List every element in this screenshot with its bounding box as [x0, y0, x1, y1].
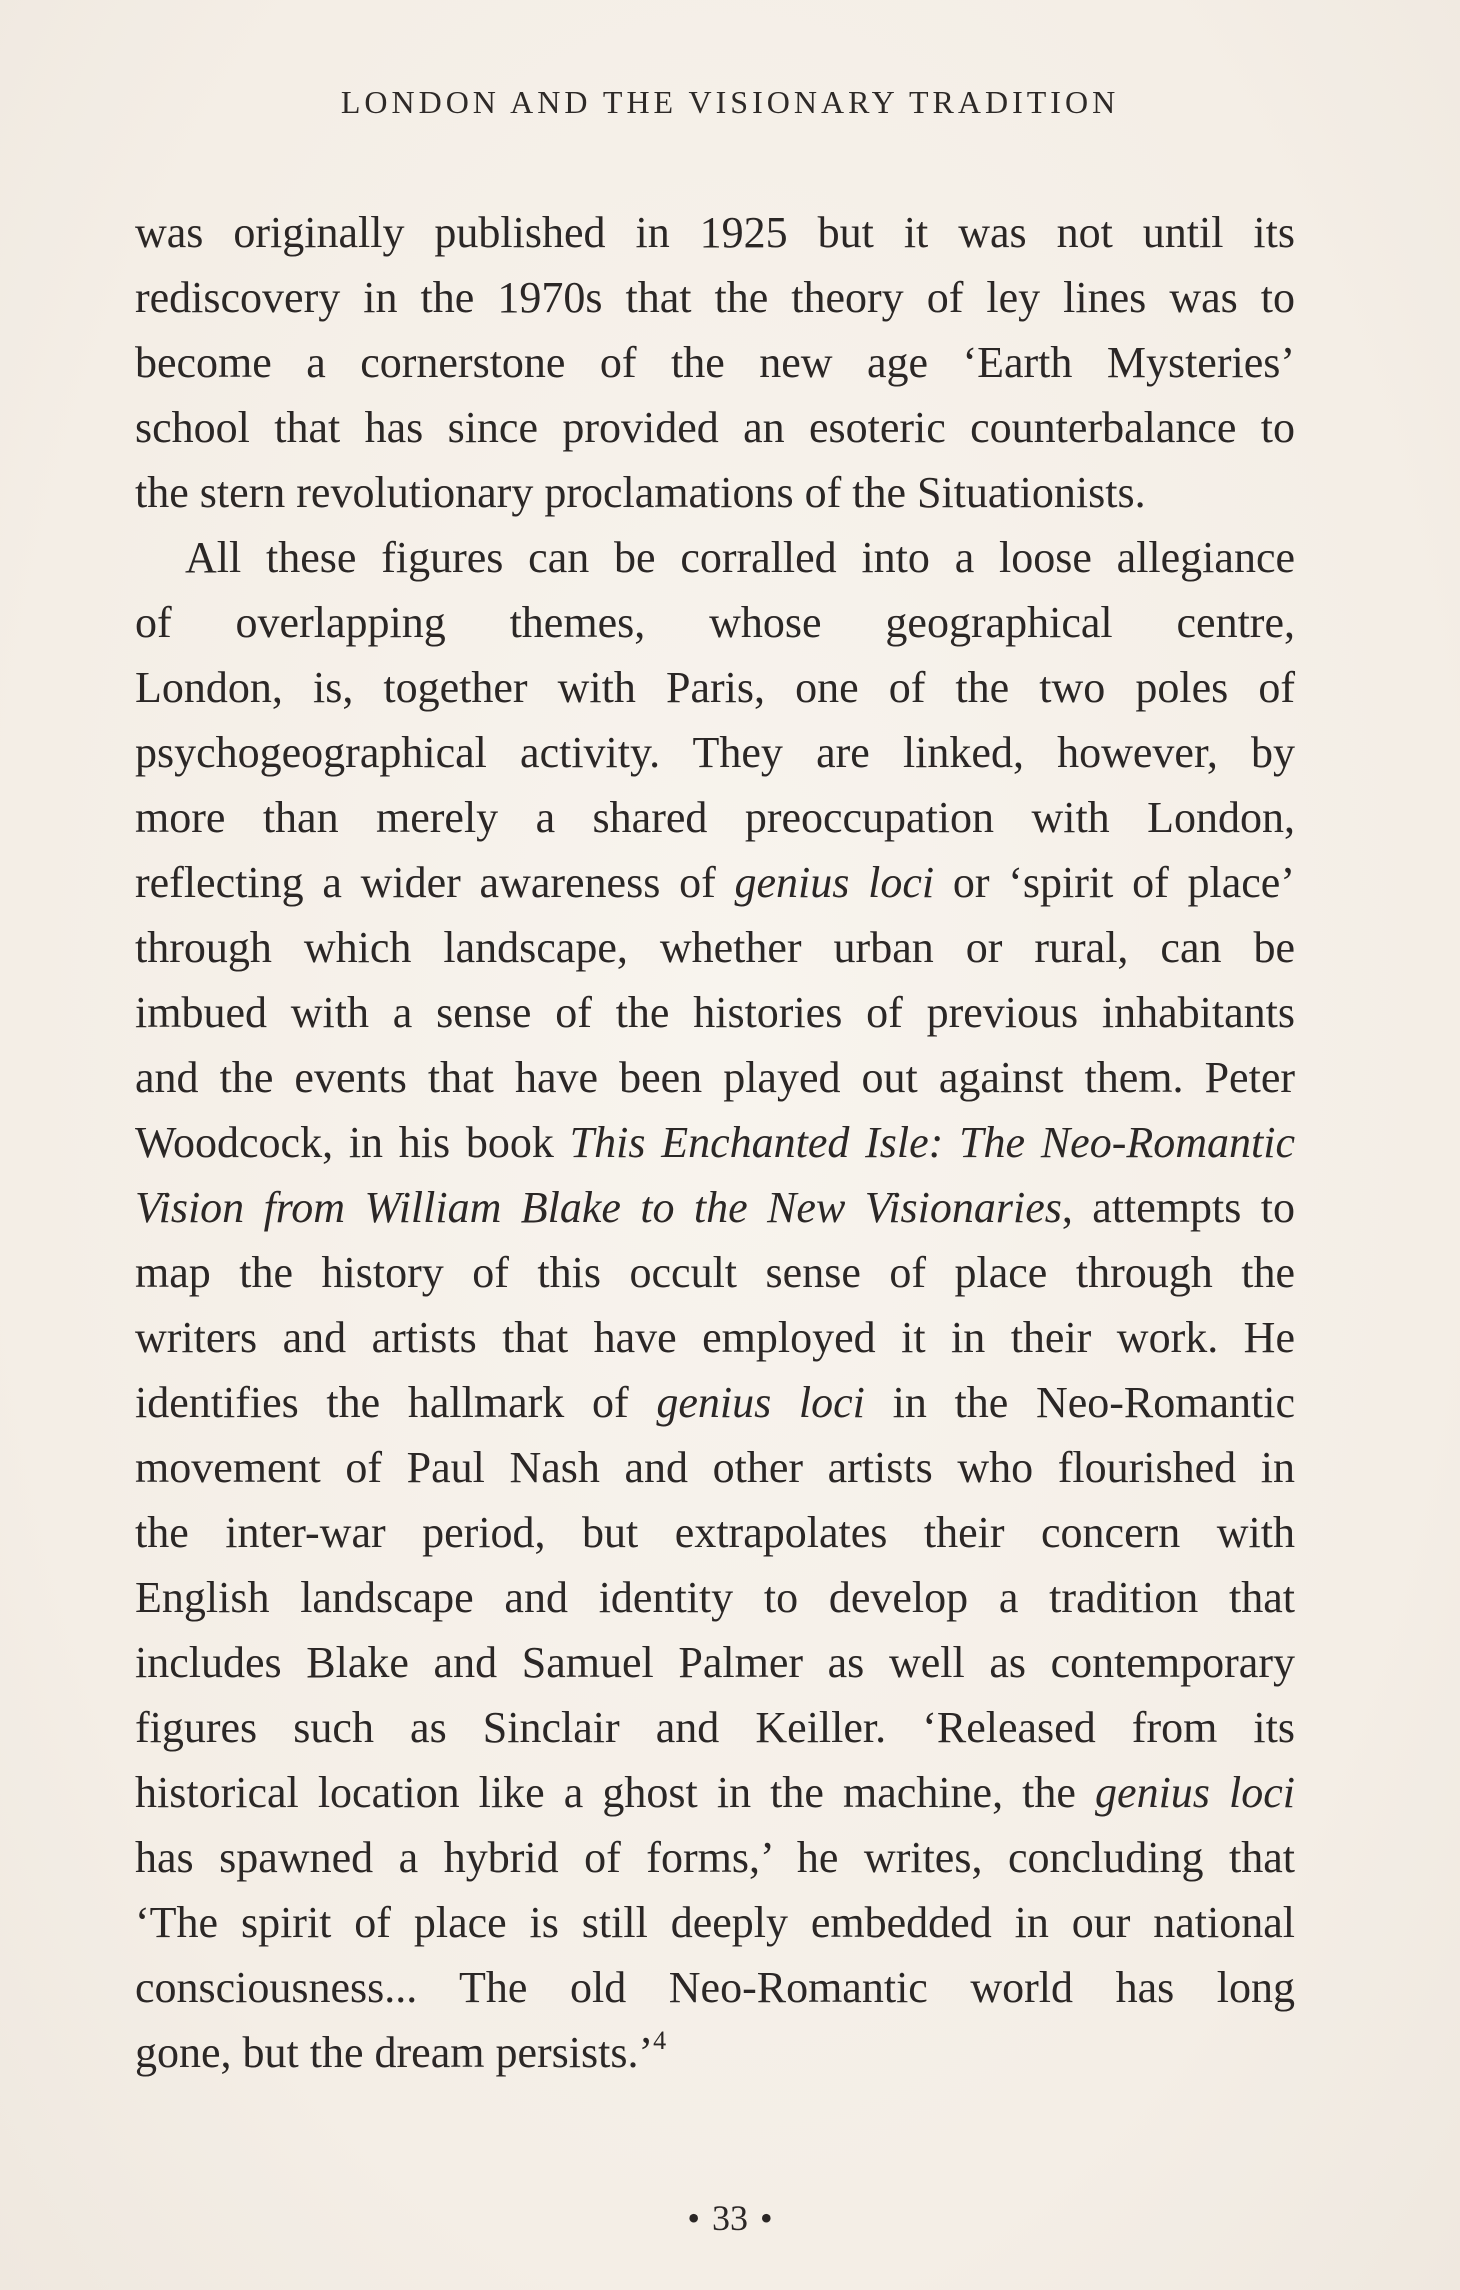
text-line: become a cornerstone of the new age ‘Earth Mysteries’: [135, 338, 1295, 387]
text-line: was originally published in 1925 but it was not until its: [135, 208, 1295, 257]
text-run: , attempts to: [1061, 1183, 1295, 1232]
text-line: through which landscape, whether urban or rural, can be: [135, 923, 1295, 972]
text-run: in the Neo-Romantic: [864, 1378, 1296, 1427]
text-line: of overlapping themes, whose geographical centre,: [135, 598, 1295, 647]
text-line: psychogeographical activity. They are linked, however, by: [135, 728, 1295, 777]
bullet-right: •: [760, 2198, 773, 2238]
text-line: [135, 850, 1295, 915]
text-line: [135, 2020, 1295, 2085]
text-line: rediscovery in the 1970s that the theory of ley lines was to: [135, 273, 1295, 322]
text-line: English landscape and identity to develop a tradition that: [135, 1573, 1295, 1622]
italic-term: genius loci: [656, 1378, 865, 1427]
text-line: [135, 1110, 1295, 1175]
text-run: Woodcock, in his book: [135, 1118, 570, 1167]
italic-term: genius loci: [734, 858, 935, 907]
text-line: consciousness... The old Neo-Romantic world has long: [135, 1963, 1295, 2012]
text-line: school that has since provided an esoteric counterbalance to: [135, 403, 1295, 452]
text-run: identifies the hallmark of: [135, 1378, 657, 1427]
bullet-left: •: [687, 2198, 700, 2238]
text-line: [135, 1760, 1295, 1825]
text-run: historical location like a ghost in the machine, the: [135, 1768, 1096, 1817]
text-line: figures such as Sinclair and Keiller. ‘Released from its: [135, 1703, 1295, 1752]
running-header: LONDON AND THE VISIONARY TRADITION: [340, 84, 1120, 120]
footnote-reference[interactable]: 4: [653, 2026, 667, 2055]
body-text: [135, 200, 1295, 2085]
text-line: includes Blake and Samuel Palmer as well as contemporary: [135, 1638, 1295, 1687]
text-line: London, is, together with Paris, one of the two poles of: [135, 663, 1295, 712]
text-line: writers and artists that have employed it in their work. He: [135, 1313, 1295, 1362]
italic-term: genius loci: [1095, 1768, 1296, 1817]
text-run: reflecting a wider awareness of: [135, 858, 735, 907]
text-run: gone, but the dream persists.’: [135, 2028, 654, 2077]
text-line: the stern revolutionary proclamations of the Situationists.: [135, 468, 1146, 517]
text-line: imbued with a sense of the histories of previous inhabitants: [135, 988, 1295, 1037]
text-line: movement of Paul Nash and other artists who flourished in: [135, 1443, 1295, 1492]
text-line: and the events that have been played out against them. Peter: [135, 1053, 1295, 1102]
book-title: This Enchanted Isle: The Neo-Romantic: [569, 1118, 1295, 1167]
text-line: [135, 1175, 1295, 1240]
text-line: more than merely a shared preoccupation with London,: [135, 793, 1295, 842]
text-line: ‘The spirit of place is still deeply embedded in our national: [135, 1898, 1295, 1947]
text-line: the inter-war period, but extrapolates their concern with: [135, 1508, 1295, 1557]
text-run: or ‘spirit of place’: [934, 858, 1295, 907]
text-line: All these figures can be corralled into a loose allegiance: [185, 533, 1295, 582]
text-line: has spawned a hybrid of forms,’ he writes, concluding that: [135, 1833, 1295, 1882]
text-line: [135, 1370, 1295, 1435]
page-number: 33: [712, 2198, 748, 2238]
book-title: Vision from William Blake to the New Visionaries: [135, 1183, 1062, 1232]
page-folio: [0, 2200, 1460, 2236]
text-line: map the history of this occult sense of place through the: [135, 1248, 1295, 1297]
